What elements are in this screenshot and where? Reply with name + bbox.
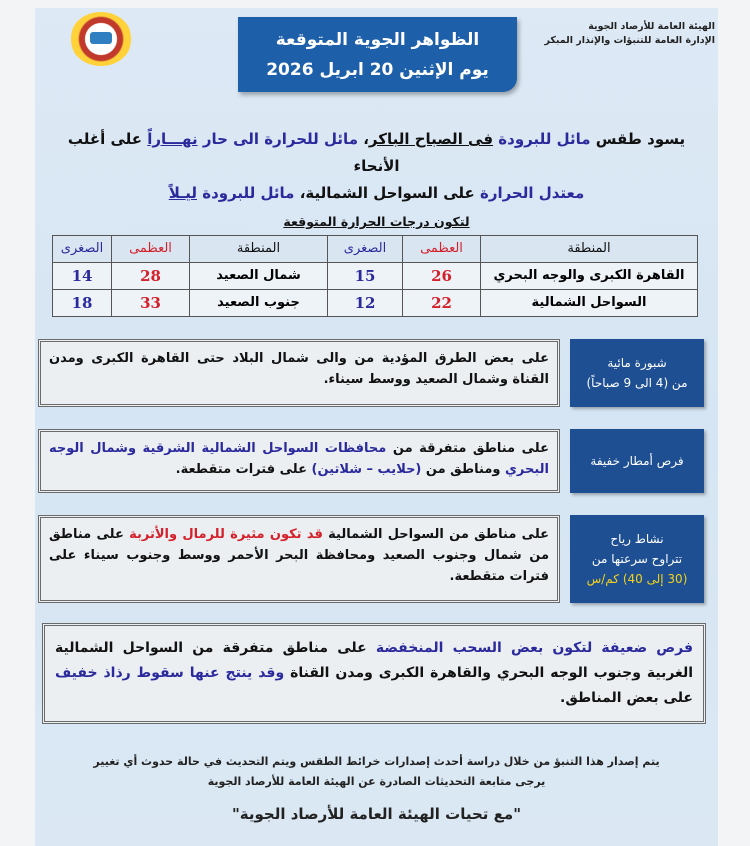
clouds-text: على بعض المناطق.: [560, 690, 693, 706]
fog-label: [570, 339, 704, 407]
intro-underline: ليـلاً: [168, 184, 197, 202]
logo-emblem-icon: [90, 32, 112, 44]
table-header-row: [53, 236, 698, 263]
rain-text: ومناطق من: [421, 462, 505, 477]
fog-label-time: من (4 الى 9 صباحاً): [586, 376, 688, 390]
header-region: المنطقة: [190, 236, 328, 263]
min-cell: 18: [53, 290, 112, 317]
region-cell: السواحل الشمالية: [481, 290, 698, 317]
intro-highlight: معتدل الحرارة: [479, 184, 585, 202]
intro-line-1: [50, 126, 703, 180]
intro-text: على السواحل الشمالية،: [294, 184, 480, 202]
intro-underline: فى الصباح الباكر: [368, 130, 494, 148]
footer-note-1: يتم إصدار هذا التنبؤ من خلال دراسة أحدث إصدارات خرائط الطقس ويتم التحديث في حالة حدوث أي تغيير: [93, 755, 660, 768]
intro-text: على أغلب الأنحاء: [67, 130, 400, 175]
wind-description: [38, 515, 560, 603]
fog-section: [38, 339, 704, 407]
intro-text: يسود طقس: [590, 130, 686, 148]
region-cell: شمال الصعيد: [190, 263, 328, 290]
rain-label: [570, 429, 704, 493]
table-row: [53, 263, 698, 290]
rain-text: على فترات متقطعة.: [175, 462, 312, 477]
wind-text: على مناطق من شمال وجنوب الصعيد ومحافظة البحر الأحمر ووسط وجنوب سيناء على فترات متقطعة.: [49, 527, 549, 584]
rain-section: [38, 429, 704, 493]
org-line-2: الإدارة العامة للتنبؤات والإنذار المبكر: [544, 35, 715, 46]
meteorological-authority-logo: [70, 12, 132, 66]
header-min: الصغرى: [53, 236, 112, 263]
clouds-highlight: وقد ينتج عنها سقوط رذاذ خفيف: [55, 665, 285, 681]
wind-speed-range: (30 إلى 40) كم/س: [586, 572, 688, 586]
rain-description: [38, 429, 560, 493]
clouds-highlight: فرص ضعيفة لتكون بعض السحب المنخفضة: [375, 640, 694, 656]
max-cell: 28: [112, 263, 190, 290]
header-max: العظمى: [403, 236, 481, 263]
bulletin-header: [35, 8, 718, 112]
wind-label: [570, 515, 704, 603]
max-cell: 33: [112, 290, 190, 317]
table-row: [53, 290, 698, 317]
intro-highlight: مائل للبرودة: [202, 184, 295, 202]
wind-section: [38, 515, 704, 603]
wind-label-speed-text: تتراوح سرعتها من: [591, 552, 683, 566]
min-cell: 12: [328, 290, 403, 317]
intro-highlight: مائل للبرودة: [498, 130, 591, 148]
forecast-date: يوم الإثنين 20 ابريل 2026: [266, 60, 489, 80]
intro-paragraph: [50, 126, 703, 207]
fog-description: [38, 339, 560, 407]
intro-underline: نهـــاراً: [147, 130, 198, 148]
fog-label-title: شبورة مائية: [607, 356, 667, 370]
bulletin-panel: [35, 8, 718, 846]
temperature-table: [52, 235, 698, 317]
max-cell: 26: [403, 263, 481, 290]
temperature-subtitle: لتكون درجات الحرارة المتوقعة: [283, 214, 470, 229]
min-cell: 14: [53, 263, 112, 290]
rain-highlight: محافظات السواحل الشمالية الشرقية وشمال الوجه البحري: [49, 441, 549, 477]
intro-text: ،: [357, 130, 369, 148]
title-box: [238, 17, 517, 92]
header-region: المنطقة: [481, 236, 698, 263]
page-title: الظواهر الجوية المتوقعة: [275, 30, 480, 50]
wind-label-title: نشاط رياح: [610, 532, 664, 546]
min-cell: 15: [328, 263, 403, 290]
footer-note-2: يرجى متابعة التحديثات الصادرة عن الهيئة العامة للأرصاد الجوية: [207, 775, 546, 788]
clouds-description: [42, 623, 706, 724]
intro-highlight: مائل للحرارة الى حار: [202, 130, 358, 148]
fog-text: على بعض الطرق المؤدية من والى شمال البلاد حتى القاهرة الكبرى ومدن القناة وشمال الصعيد ووسط سيناء.: [49, 351, 549, 387]
organization-name: [544, 20, 715, 48]
wind-text: على مناطق من السواحل الشمالية: [322, 527, 550, 542]
intro-line-2: [50, 180, 703, 207]
header-min: الصغرى: [328, 236, 403, 263]
region-cell: القاهرة الكبرى والوجه البحري: [481, 263, 698, 290]
clouds-text: على مناطق متفرقة من السواحل الشمالية الغربية وجنوب الوجه البحري والقاهرة الكبرى ومدن القناة: [55, 640, 693, 681]
region-cell: جنوب الصعيد: [190, 290, 328, 317]
max-cell: 22: [403, 290, 481, 317]
org-line-1: الهيئة العامة للأرصاد الجوية: [588, 21, 715, 32]
rain-label-title: فرص أمطار خفيفة: [590, 454, 684, 468]
closing-greeting: "مع تحيات الهيئة العامة للأرصاد الجوية": [231, 805, 522, 823]
header-max: العظمى: [112, 236, 190, 263]
wind-highlight: قد تكون مثيرة للرمال والأتربة: [129, 527, 323, 542]
rain-text: على مناطق متفرقة من: [386, 441, 549, 456]
rain-highlight: (حلايب – شلاتين): [311, 462, 422, 477]
